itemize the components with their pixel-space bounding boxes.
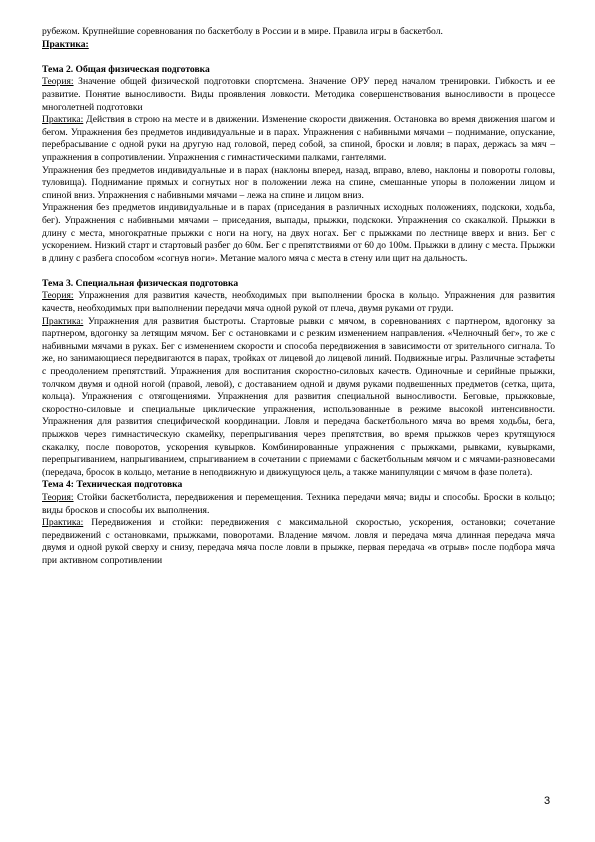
theory-label: Теория: (42, 491, 74, 503)
practice-label: Практика: (42, 114, 84, 126)
theory-label: Теория: (42, 290, 74, 302)
theory-text: Стойки баскетболиста, передвижения и перемещения. Техника передачи мяча; виды и способы. Броски в кольцо; виды бросков и способы их выполнения. (42, 491, 555, 516)
practice-text: Действия в строю на месте и в движении. Изменение скорости движения. Остановка во время движения шагом и бегом. Упражнения без предметов индивидуальные и в парах. Упражнения с набивными мячами – поднимание, опускание, перебрасывание с одной руки на другую над головой, перед собой, за спиной, броски и ловля; в парах, держась за мяч – упражнения в сопротивлении. Упражнения с гимнастическими палками, гантелями. (42, 114, 555, 163)
topic4-theory (42, 492, 555, 517)
topic2-paragraph-3: Упражнения без предметов индивидуальные и в парах (приседания в различных исходных положениях, подскоки, ходьба, бег). Упражнения с набивными мячами – приседания, выпады, прыжки, подскоки. Упражнения со скакалкой. Прыжки в длину с места, многократные прыжки с ноги на ногу, на двух ногах. Бег с прыжками по лестнице вверх и вниз. Бег с ускорением. Низкий старт и стартовый разбег до 60м. Бег с препятствиями от 60 до 100м. Прыжки в длину с места. Прыжки в длину с разбега способом «согнув ноги». Метание малого мяча с места в стену или щит на дальность. (42, 202, 555, 264)
page-content (42, 26, 555, 568)
practice-label: Практика: (42, 38, 89, 50)
practice-text: Передвижения и стойки: передвижения с максимальной скоростью, ускорения, остановки; сочетание передвижений с остановками, прыжками, поворотами. Владение мячом. ловля и передача мяча длинная передача мяча двумя и одной рукой сверху и снизу, передача мяча после ловли в прыжке, первая передача «в отрыв» после подбора мяча при активном сопротивлении (42, 517, 555, 566)
practice-text: Упражнения для развития быстроты. Стартовые рывки с мячом, в соревнованиях с партнером, вдогонку за партнером, вдогонку за летящим мячом. Бег с остановками и с резким изменением направления. «Челночный бег», то же с набивными мячами в руках. Бег с изменением скорости и способа передвижения в зависимости от зрительного сигнала. То же, но занимающиеся передвигаются в парах, тройках от лицевой до лицевой линий. Подвижные игры. Различные эстафеты с преодолением препятствий. Упражнения для воспитания скоростно-силовых качеств. Одиночные и серийные прыжки, толчком двумя и одной ногой (правой, левой), с доставанием одной и двумя руками подвешенных предметов (сетка, щита, кольца). Упражнения с отягощениями. Упражнения для развития специальной выносливости. Беговые, прыжковые, скоростно-силовые и специальные циклические упражнения, использованные в режиме высокой интенсивности. Упражнения для развития специфической координации. Ловля и передача баскетбольного мяча во время ходьбы, бега, прыжков через гимнастическую скамейку, перепрыгивания через препятствия, во время прыжков через крутящуюся скакалку, после поворотов, ускорения кувырков. Комбинированные упражнения с прыжками, рывками, кувырками, перепрыгиванием, напрыгиванием, спрыгиванием в сочетании с приемами с баскетбольным мячом и с мячами-разновесами (передача, бросок в кольцо, метание в неподвижную и движущуюся цель, а также манипуляции с мячом в фазе полета). (42, 315, 555, 478)
topic4-practice (42, 517, 555, 567)
practice-label: Практика: (42, 517, 84, 529)
intro-line: рубежом. Крупнейшие соревнования по баскетболу в России и в мире. Правила игры в баскетбол. (42, 26, 443, 37)
topic3-title: Тема 3. Специальная физическая подготовка (42, 277, 239, 289)
practice-label: Практика: (42, 315, 84, 327)
page-number: 3 (544, 795, 551, 807)
theory-text: Упражнения для развития качеств, необходимых при выполнении броска в кольцо. Упражнения для развития качеств, необходимых при выполнении передачи мяча одной рукой от плеча, двумя руками от груди. (42, 290, 555, 315)
topic2-theory (42, 76, 555, 114)
theory-text: Значение общей физической подготовки спортсмена. Значение ОРУ перед началом тренировки. Гибкость и ее развитие. Понятие выносливости. Виды проявления ловкости. Методика совершенствования выносливости в процессе многолетней подготовки (42, 76, 555, 113)
topic4-title: Тема 4: Техническая подготовка (42, 479, 183, 491)
topic3-practice (42, 316, 555, 480)
topic3-theory (42, 290, 555, 315)
theory-label: Теория: (42, 76, 74, 88)
topic2-title: Тема 2. Общая физическая подготовка (42, 63, 210, 75)
topic2-paragraph-2: Упражнения без предметов индивидуальные и в парах (наклоны вперед, назад, вправо, влево, наклоны и повороты головы, туловища). Поднимание прямых и согнутых ног в положении лежа на спине, смешанные упоры в положении лицом и спиной вниз. Упражнения с набивными мячами – лежа на спине и лицом вниз. (42, 164, 555, 201)
topic2-practice (42, 114, 555, 164)
intro-practice-label (42, 39, 555, 52)
